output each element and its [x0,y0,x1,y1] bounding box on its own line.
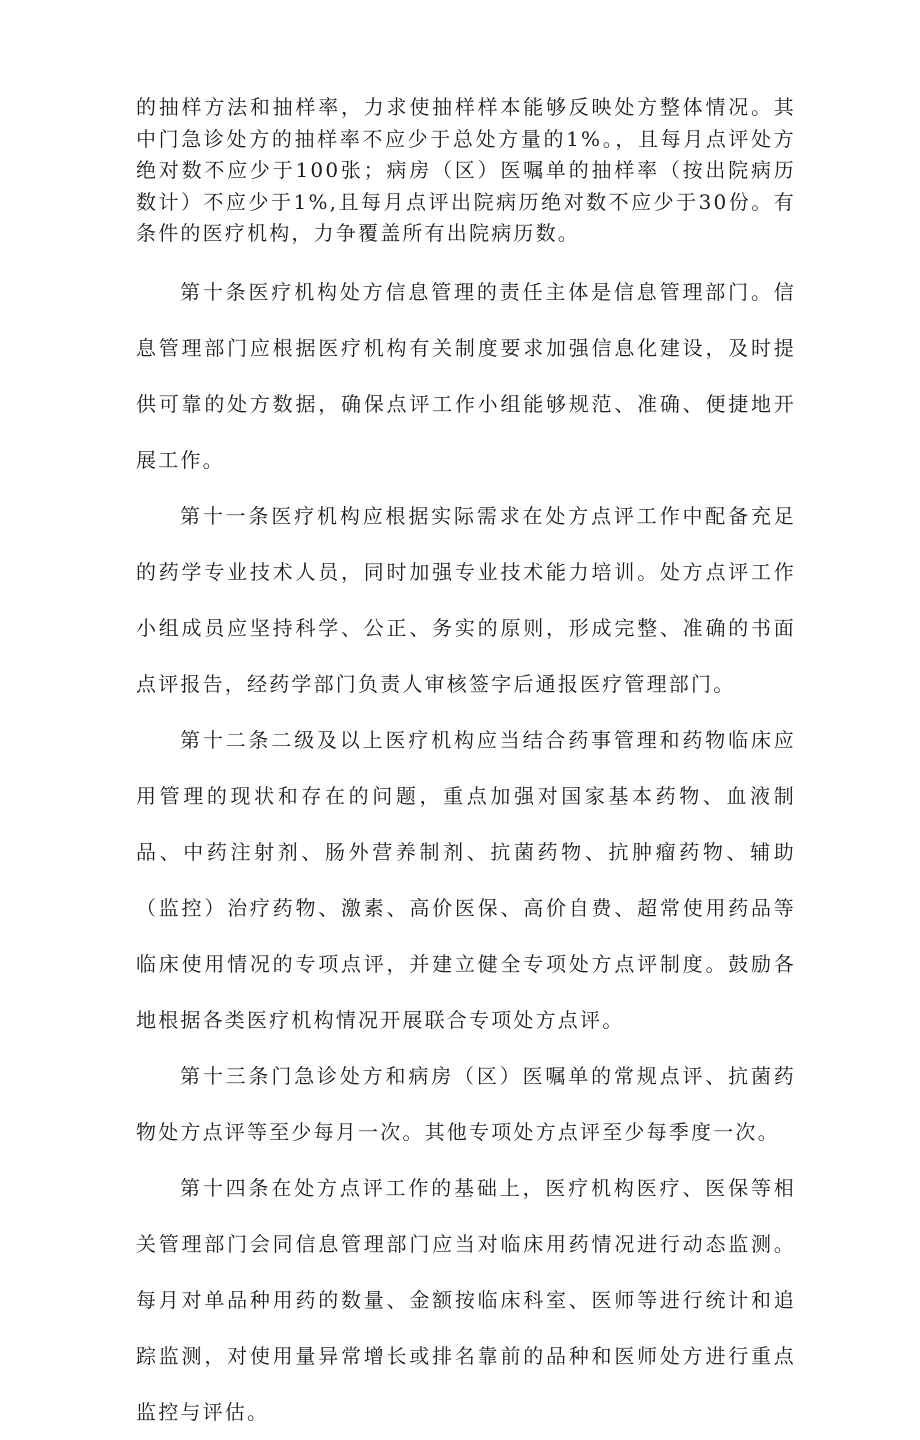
paragraph-article-10: 第十条医疗机构处方信息管理的责任主体是信息管理部门。信息管理部门应根据医疗机构有关制度要求加强信息化建设，及时提供可靠的处方数据，确保点评工作小组能够规范、准确、便捷地开展工作。 [136,279,796,472]
paragraph-article-13: 第十三条门急诊处方和病房（区）医嘱单的常规点评、抗菌药物处方点评等至少每月一次。其他专项处方点评至少每季度一次。 [136,1063,796,1144]
paragraph-article-12: 第十二条二级及以上医疗机构应当结合药事管理和药物临床应用管理的现状和存在的问题，重点加强对国家基本药物、血液制品、中药注射剂、肠外营养制剂、抗菌药物、抗肿瘤药物、辅助（监控）治疗药物、激素、高价医保、高价自费、超常使用药品等临床使用情况的专项点评，并建立健全专项处方点评制度。鼓励各地根据各类医疗机构情况开展联合专项处方点评。 [136,727,796,1032]
paragraph-article-11: 第十一条医疗机构应根据实际需求在处方点评工作中配备充足的药学专业技术人员，同时加强专业技术能力培训。处方点评工作小组成员应坚持科学、公正、务实的原则，形成完整、准确的书面点评报告，经药学部门负责人审核签字后通报医疗管理部门。 [136,503,796,696]
paragraph-article-14: 第十四条在处方点评工作的基础上，医疗机构医疗、医保等相关管理部门会同信息管理部门应当对临床用药情况进行动态监测。每月对单品种用药的数量、金额按临床科室、医师等进行统计和追踪监测，对使用量异常增长或排名靠前的品种和医师处方进行重点监控与评估。 [136,1175,796,1424]
document-page [136,92,796,1440]
paragraph-sampling-rate: 的抽样方法和抽样率，力求使抽样样本能够反映处方整体情况。其中门急诊处方的抽样率不应少于总处方量的1%。，且每月点评处方绝对数不应少于100张；病房（区）医嘱单的抽样率（按出院病历数计）不应少于1%,且每月点评出院病历绝对数不应少于30份。有条件的医疗机构，力争覆盖所有出院病历数。 [136,95,796,245]
